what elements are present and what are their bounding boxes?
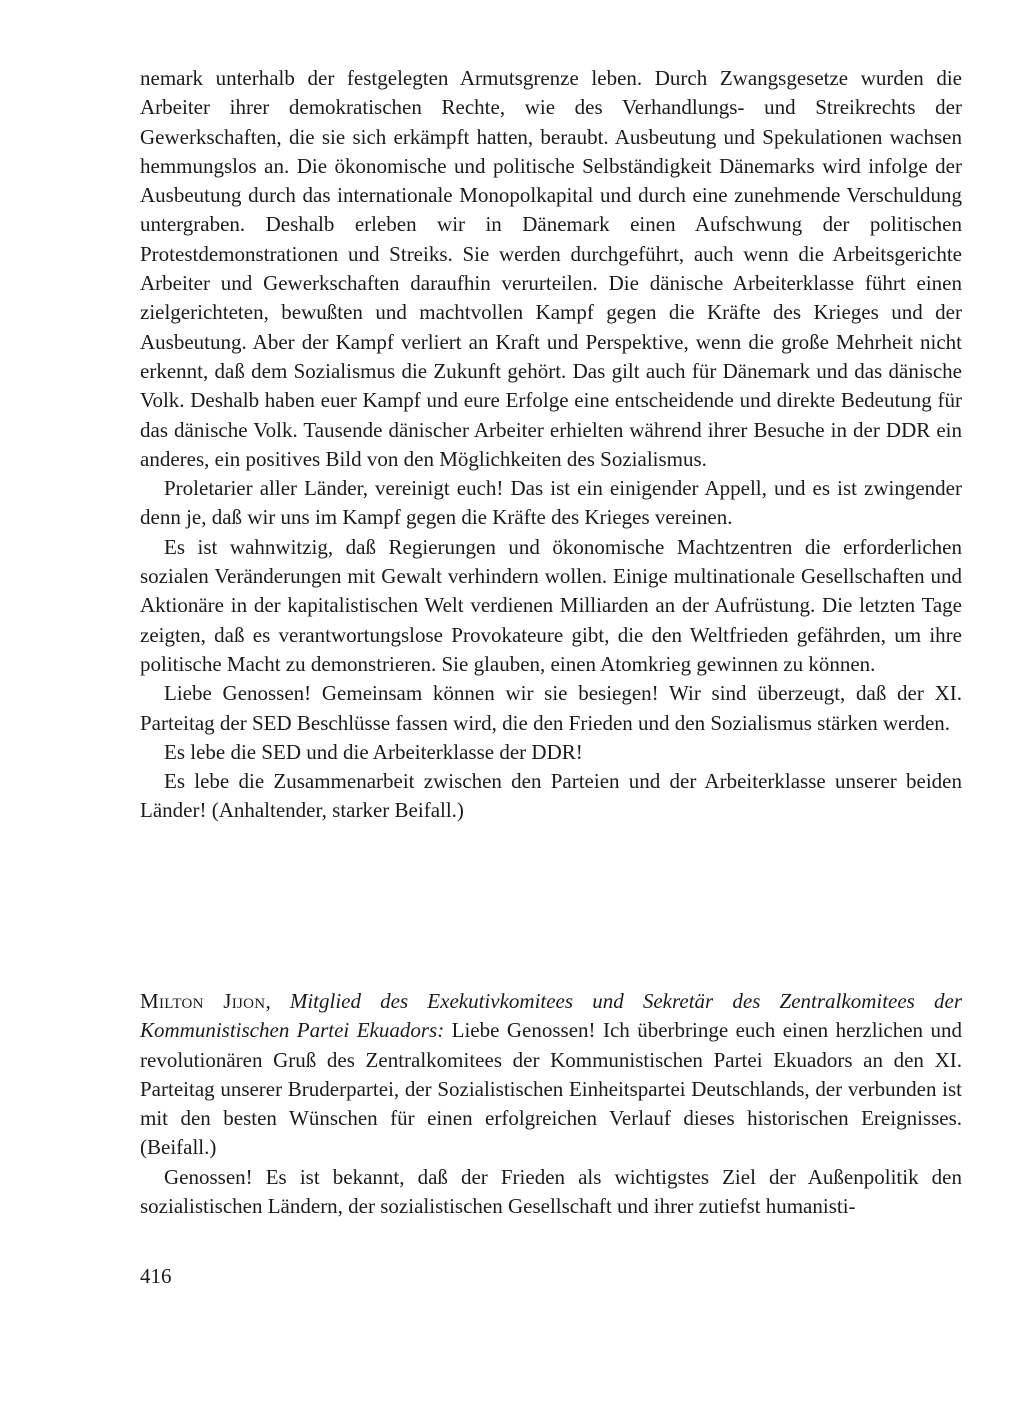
paragraph: Proletarier aller Länder, vereinigt euch! Das ist ein einigender Appell, und es ist zwingender denn je, daß wir uns im Kampf gegen die Kräfte des Krieges vereinen. — [140, 476, 962, 530]
speaker-separator: , — [265, 989, 290, 1013]
page-number: 416 — [140, 1264, 172, 1288]
next-speech — [140, 987, 962, 1221]
paragraph: Es lebe die SED und die Arbeiterklasse der DDR! — [164, 739, 583, 764]
paragraph: Es ist wahnwitzig, daß Regierungen und ökonomische Machtzentren die erforderlichen sozialen Veränderungen mit Gewalt verhindern wollen. Einige multinationale Gesellschaften und Aktionäre in der kapitalistischen Welt verdienen Milliarden an der Aufrüstung. Die letzten Tage zeigten, daß es verantwortungslose Provokateure gibt, die den Weltfrieden gefährden, um ihre politische Macht zu demonstrieren. Sie glauben, einen Atomkrieg gewinnen zu können. — [140, 534, 962, 676]
speech-opening-paragraph — [140, 987, 962, 1163]
paragraph: Genossen! Es ist bekannt, daß der Frieden als wichtigstes Ziel der Außenpolitik den sozialistischen Ländern, der sozialistischen Gesellschaft und ihrer zutiefst humanisti- — [140, 1164, 962, 1219]
paragraph: Liebe Genossen! Gemeinsam können wir sie besiegen! Wir sind überzeugt, daß der XI. Parteitag der SED Beschlüsse fassen wird, die den Frieden und den Sozialismus stärken werden. — [140, 681, 962, 735]
paragraph: Es lebe die Zusammenarbeit zwischen den Parteien und der Arbeiterklasse unserer beiden Länder! (Anhaltender, starker Beifall.) — [140, 769, 962, 823]
speaker-role: Mitglied des Exekutivkomitees und Sekretär des Zentralkomitees der Kommunistischen Partei Ekuadors: — [140, 989, 962, 1043]
speaker-name: Milton Jijon — [140, 989, 266, 1013]
speech-opening-text: Liebe Genossen! Ich überbringe euch einen herzlichen und revolutionären Gruß des Zentralkomitees der Kommunistischen Partei Ekuadors an den XI. Parteitag unserer Bruderpartei, der Sozialistischen Einheitspartei Deutschlands, der verbunden ist mit den besten Wünschen für einen erfolgreichen Verlauf dieses historischen Ereignisses. (Beifall.) — [140, 1018, 962, 1160]
speech-continuation — [140, 64, 962, 826]
paragraph: nemark unterhalb der festgelegten Armutsgrenze leben. Durch Zwangsgesetze wurden die Arbeiter ihrer demokratischen Rechte, wie des Verhandlungs- und Streikrechts der Gewerkschaften, die sie sich erkämpft hatten, beraubt. Ausbeutung und Spekulationen wachsen hemmungslos an. Die ökonomische und politische Selbständigkeit Dänemarks wird infolge der Ausbeutung durch das internationale Monopolkapital und durch eine zunehmende Verschuldung untergraben. Deshalb erleben wir in Dänemark einen Aufschwung der politischen Protestdemonstrationen und Streiks. Sie werden durchgeführt, auch wenn die Arbeitsgerichte Arbeiter und Gewerkschaften daraufhin verurteilen. Die dänische Arbeiterklasse führt einen zielgerichteten, bewußten und machtvollen Kampf gegen die Kräfte des Krieges und der Ausbeutung. Aber der Kampf verliert an Kraft und Perspektive, wenn die große Mehrheit nicht erkennt, daß dem Sozialismus die Zukunft gehört. Das gilt auch für Dänemark und das dänische Volk. Deshalb haben euer Kampf und eure Erfolge eine entscheidende und direkte Bedeutung für das dänische Volk. Tausende dänischer Arbeiter erhielten während ihrer Besuche in der DDR ein anderes, ein positives Bild von den Möglichkeiten des Sozialismus. — [140, 66, 962, 471]
